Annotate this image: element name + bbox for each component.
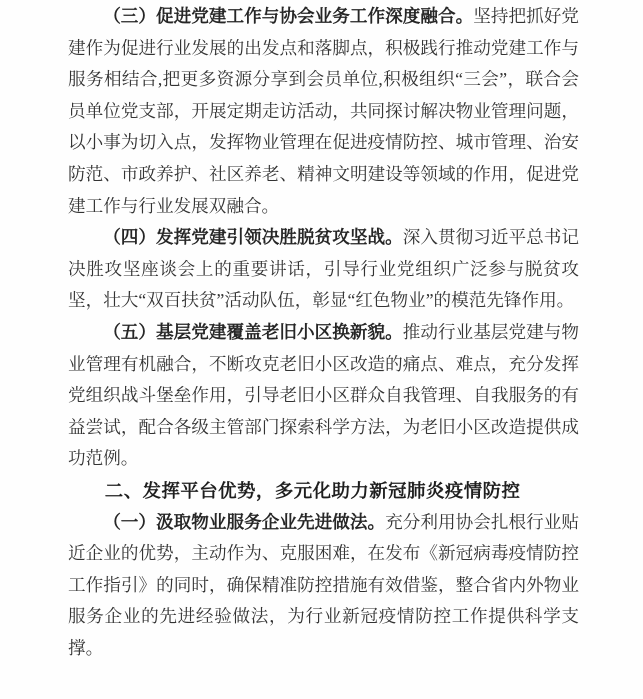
section-heading: 二、发挥平台优势，多元化助力新冠肺炎疫情防控 — [104, 479, 521, 501]
paragraph-lead-sentence: （四）发挥党建引领决胜脱贫攻坚战。 — [103, 227, 403, 248]
paragraph-body: 推动行业基层党建与物业管理有机融合，不断攻克老旧小区改造的痛点、难点，充分发挥党组织战斗堡垒作用，引导老旧小区群众自我管理、自我服务的有益尝试，配合各级主管部门探索科学方法，为老旧小区改造提供成功范例。 — [68, 321, 579, 469]
paragraph-section-4 — [68, 222, 579, 317]
paragraph-lead-sentence: （三）促进党建工作与协会业务工作深度融合。 — [103, 6, 474, 26]
paragraph-body: 深入贯彻习近平总书记决胜攻坚座谈会上的重要讲话，引导行业党组织广泛参与脱贫攻坚，壮大“双百扶贫”活动队伍，彰显“红色物业”的模范先锋作用。 — [68, 227, 579, 311]
paragraph-section-3 — [68, 1, 579, 222]
paragraph-section-1 — [68, 507, 579, 665]
paragraph-section-5 — [68, 317, 579, 475]
paragraph-body: 坚持把抓好党建作为促进行业发展的出发点和落脚点，积极践行推动党建工作与服务相结合,把更多资源分享到会员单位,积极组织“三会”，联合会员单位党支部，开展定期走访活动，共同探讨解决物业管理问题，以小事为切入点，发挥物业管理在促进疫情防控、城市管理、治安防范、市政养护、社区养老、精神文明建设等领域的作用，促进党建工作与行业发展双融合。 — [68, 6, 579, 216]
paragraph-lead-sentence: （一）汲取物业服务企业先进做法。 — [103, 511, 386, 532]
paragraph-lead-sentence: （五）基层党建覆盖老旧小区换新貌。 — [103, 321, 403, 342]
paragraph-body: 充分利用协会扎根行业贴近企业的优势，主动作为、克服困难，在发布《新冠病毒疫情防控工作指引》的同时，确保精准防控措施有效借鉴，整合省内外物业服务企业的先进经验做法，为行业新冠疫情防控工作提供科学支撑。 — [68, 511, 579, 658]
